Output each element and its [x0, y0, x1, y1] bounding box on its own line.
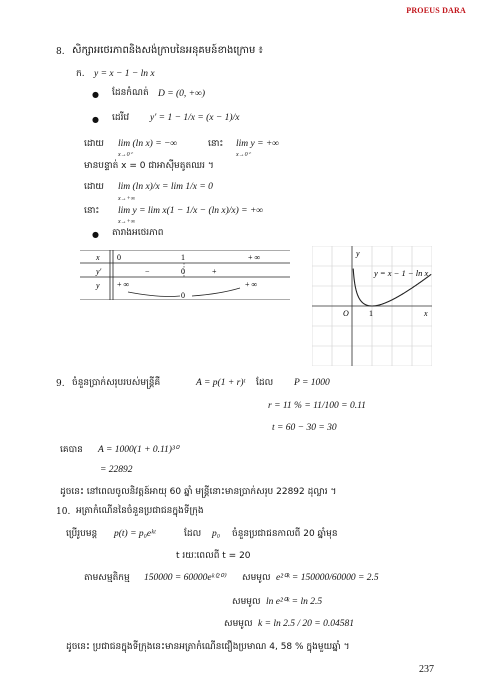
q10-number: 10. — [56, 507, 71, 517]
graph-axis-y: y — [356, 249, 360, 258]
bullet-1: ● — [92, 90, 99, 99]
q10-where: ដែល — [184, 529, 202, 539]
q8-number: 8. — [56, 47, 65, 57]
lim0-result: lim y = +∞ — [236, 139, 280, 149]
tbl-yp-zero: 0 — [181, 267, 185, 276]
q9-r-value: r = 11 % = 11/100 = 0.11 — [268, 401, 366, 411]
q9-p-value: P = 1000 — [294, 378, 330, 388]
q9-conclusion: ដូចនេះ នៅពេលចូលនិវត្តន៍អាយុ 60 ឆ្នាំ មន្ត្រីនោះមានប្រាក់សរុប 22892 ដុល្លារ ។ — [60, 487, 337, 497]
q10-eq-expr: 150000 = 60000eᵏ⁽²⁰⁾ — [144, 573, 226, 583]
q10-equiv-1: សមមូល — [242, 573, 271, 583]
liminf-sub: x→+∞ — [118, 196, 135, 202]
q9-t-value: t = 60 − 30 = 30 — [272, 423, 337, 433]
graph-tick-1: 1 — [369, 309, 373, 318]
graph-func-label: y = x − 1 − ln x — [374, 268, 429, 278]
bullet-2: ● — [92, 115, 99, 124]
tbl-x-label: x — [96, 253, 100, 262]
graph-origin: O — [343, 309, 349, 318]
tbl-x-1: 1 — [181, 253, 185, 262]
liminf-result: lim y = lim x(1 − 1/x − (ln x)/x) = +∞ — [118, 206, 264, 216]
q10-step1: e²⁰ᵏ = 150000/60000 = 2.5 — [276, 573, 379, 583]
bullet-3: ● — [92, 230, 99, 239]
q10-step2: ln e²⁰ᵏ = ln 2.5 — [266, 597, 323, 607]
q9-number: 9. — [56, 379, 65, 389]
tbl-y-left: + ∞ — [117, 280, 130, 289]
derivative-expr: y′ = 1 − 1/x = (x − 1)/x — [150, 113, 240, 123]
q10-conclusion: ដូចនេះ ប្រជាជនក្នុងទីក្រុងនេះមានអត្រាកំណើនជឿងប្រមាណ 4, 58 % ក្នុងមួយឆ្នាំ ។ — [66, 642, 350, 652]
lim0-then: នោះ — [208, 139, 224, 149]
page-number: 237 — [419, 664, 434, 675]
tbl-yp-neg: − — [145, 267, 150, 276]
q10-use-text: ប្រើរូបមន្ត — [66, 529, 98, 539]
tbl-x-inf: + ∞ — [248, 253, 261, 262]
brand-header: PROEUS DARA — [406, 6, 466, 15]
q8-function: y = x − 1 − ln x — [94, 69, 155, 79]
liminf-prefix: ដោយ — [84, 182, 104, 192]
q9-result-value: = 22892 — [100, 465, 133, 475]
function-graph — [312, 246, 432, 366]
domain-expr: D = (0, +∞) — [158, 89, 206, 99]
tbl-y-label: y — [96, 281, 100, 290]
liminf-result-sub: x→+∞ — [118, 219, 135, 225]
q9-result-expr: A = 1000(1 + 0.11)³⁰ — [98, 445, 179, 455]
liminf-expr: lim (ln x)/x = lim 1/x = 0 — [118, 182, 213, 192]
q10-t-desc: t រយៈពេលពី t = 20 — [176, 551, 251, 561]
domain-label: ដែនកំណត់ — [112, 88, 149, 98]
q10-title: អត្រាកំណើននៃចំនួនប្រជាជនក្នុងទីក្រុង — [76, 506, 204, 516]
q10-equiv-2: សមមូល — [232, 597, 261, 607]
tbl-y-min: 0 — [181, 291, 185, 300]
q8-part-a-label: ក. — [76, 69, 85, 79]
lim0-result-sub: x→0⁺ — [236, 152, 251, 158]
tbl-yp-label: y′ — [96, 267, 102, 276]
q9-where: ដែល — [256, 378, 274, 388]
tbl-x-0: 0 — [117, 253, 121, 262]
derivative-label: ដេរីវេ — [112, 113, 130, 123]
q8-title: សិក្សាអថេរភាពនិងសង់ក្រាបនៃអនុគមន៍ខាងក្រោម ៖ — [72, 45, 263, 56]
tbl-y-right: + ∞ — [245, 280, 258, 289]
q10-p0-desc: ចំនួនប្រជាជនកាលពី 20 ឆ្នាំមុន — [232, 529, 338, 539]
graph-axis-x: x — [424, 309, 428, 318]
vertical-asymptote-text: មានបន្ទាត់ x = 0 ជាអាស៊ីមតូតឈរ ។ — [84, 161, 214, 171]
q9-result-label: គេបាន — [60, 445, 83, 455]
variation-table — [80, 250, 290, 300]
lim0-sub: x→0⁺ — [118, 152, 133, 158]
lim0-expr: lim (ln x) = −∞ — [118, 139, 178, 149]
q10-formula: p(t) = p₀eᵏᵗ — [114, 529, 156, 539]
liminf-then: នោះ — [84, 206, 100, 216]
q9-formula: A = p(1 + r)ᵗ — [196, 378, 246, 388]
variation-table-label: តារាងអថេរភាព — [112, 228, 164, 238]
q10-step3: k = ln 2.5 / 20 = 0.04581 — [258, 619, 354, 629]
q10-equiv-3: សមមូល — [224, 619, 253, 629]
tbl-yp-pos: + — [212, 267, 217, 276]
q10-p0: p₀ — [212, 529, 221, 539]
q10-eq-label: តាមសម្មតិកម្ម — [84, 573, 130, 583]
lim0-prefix: ដោយ — [84, 139, 104, 149]
q9-text: ចំនួនប្រាក់សរុបរបស់មន្ត្រីគឺ — [72, 378, 161, 388]
